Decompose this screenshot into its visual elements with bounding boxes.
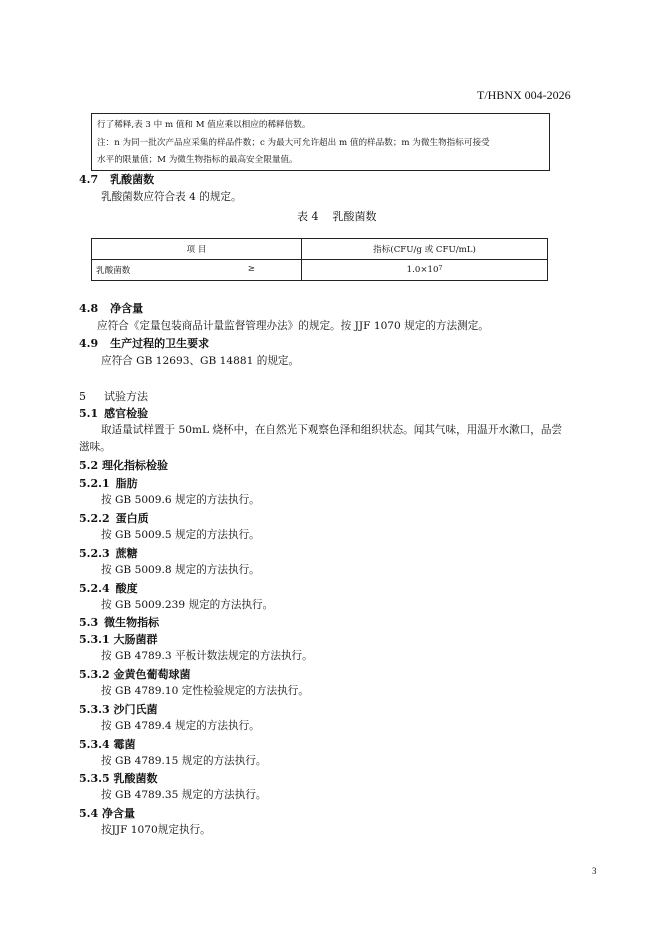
section-number: 4.8	[79, 302, 99, 315]
section-5-2-2-text: 按 GB 5009.5 规定的方法执行。	[101, 529, 260, 541]
section-5-1-text-line-1: 取适量试样置于 50mL 烧杯中，在自然光下观察色泽和组织状态。闻其气味，用温开水漱口，品尝	[101, 424, 563, 436]
section-5-2-heading: 5.2 理化指标检验	[79, 459, 168, 472]
section-number: 4.7	[79, 173, 99, 186]
section-5-3-1-text: 按 GB 4789.3 平板计数法规定的方法执行。	[101, 650, 313, 662]
section-number: 5.2.1	[79, 477, 110, 490]
section-4-7-heading	[79, 171, 154, 187]
section-number: 5.2.4	[79, 582, 110, 595]
section-5-heading	[79, 388, 148, 404]
header-item: 项 目	[92, 239, 302, 260]
section-number: 5.1	[79, 407, 99, 420]
section-5-3-heading	[79, 614, 159, 630]
section-5-2-2-heading	[79, 510, 149, 526]
section-title: 脂肪	[115, 477, 138, 490]
section-5-3-2-heading: 5.3.2 金黄色葡萄球菌	[79, 668, 191, 681]
section-title: 酸度	[115, 582, 138, 595]
section-5-3-4-text: 按 GB 4789.15 规定的方法执行。	[101, 755, 267, 767]
section-title: 生产过程的卫生要求	[110, 337, 210, 350]
document-code: T/HBNX 004-2026	[477, 88, 571, 102]
note-line-1: 行了稀释,表 3 中 m 值和 M 值应乘以相应的稀释倍数。	[97, 120, 311, 130]
section-5-4-text: 按JJF 1070规定执行。	[101, 824, 211, 836]
table-row	[92, 260, 548, 281]
section-number: 5.2.2	[79, 512, 110, 525]
section-5-1-heading	[79, 405, 148, 421]
cell-value	[302, 260, 548, 281]
section-5-3-3-heading: 5.3.3 沙门氏菌	[79, 703, 158, 716]
header-index: 指标(CFU/g 或 CFU/mL)	[302, 239, 548, 260]
section-title: 乳酸菌数	[110, 173, 155, 186]
section-number: 4.9	[79, 337, 99, 350]
value-base: 1.0×10	[406, 265, 439, 275]
section-5-3-3-text: 按 GB 4789.4 规定的方法执行。	[101, 720, 260, 732]
section-5-1-text-line-2: 滋味。	[79, 441, 111, 453]
section-5-3-1-heading: 5.3.1 大肠菌群	[79, 633, 158, 646]
section-title: 蛋白质	[115, 512, 149, 525]
section-5-2-4-heading	[79, 580, 138, 596]
table-caption-number: 表 4	[297, 210, 319, 223]
table-4-caption	[297, 208, 377, 224]
value-exponent: 7	[438, 265, 443, 272]
section-title: 净含量	[110, 302, 144, 315]
section-5-3-2-text: 按 GB 4789.10 定性检验规定的方法执行。	[101, 685, 309, 697]
section-title: 试验方法	[104, 390, 148, 403]
note-line-2: 注：n 为同一批次产品应采集的样品件数；c 为最大可允许超出 m 值的样品数；m 为微生物指标可接受	[97, 138, 490, 148]
section-5-2-1-text: 按 GB 5009.6 规定的方法执行。	[101, 494, 260, 506]
section-5-4-heading: 5.4 净含量	[79, 807, 135, 820]
section-4-9-heading	[79, 335, 209, 351]
section-title: 感官检验	[104, 407, 149, 420]
cell-item	[92, 260, 302, 281]
section-5-3-5-text: 按 GB 4789.35 规定的方法执行。	[101, 789, 267, 801]
section-5-3-5-heading: 5.3.5 乳酸菌数	[79, 772, 158, 785]
table-caption-title: 乳酸菌数	[332, 210, 377, 223]
row-name: 乳酸菌数	[96, 266, 131, 276]
section-5-3-4-heading: 5.3.4 霉菌	[79, 738, 136, 751]
section-title: 微生物指标	[104, 616, 160, 629]
section-4-7-text: 乳酸菌数应符合表 4 的规定。	[101, 191, 242, 203]
section-5-2-3-heading	[79, 545, 138, 561]
row-operator: ≥	[247, 264, 255, 274]
section-title: 蔗糖	[115, 547, 138, 560]
section-4-8-heading	[79, 300, 143, 316]
note-line-3: 水平的限量值；M 为微生物指标的最高安全限量值。	[97, 155, 298, 165]
table-4	[91, 238, 548, 281]
section-5-2-4-text: 按 GB 5009.239 规定的方法执行。	[101, 599, 274, 611]
section-5-2-3-text: 按 GB 5009.8 规定的方法执行。	[101, 564, 260, 576]
note-box	[91, 113, 550, 171]
section-number: 5.3	[79, 616, 99, 629]
section-4-8-text: 应符合《定量包装商品计量监督管理办法》的规定。按 JJF 1070 规定的方法测定。	[97, 320, 489, 332]
page-number: 3	[592, 866, 597, 876]
table-header-row	[92, 239, 548, 260]
section-5-2-1-heading	[79, 475, 138, 491]
section-number: 5	[79, 390, 86, 403]
section-number: 5.2.3	[79, 547, 110, 560]
section-4-9-text: 应符合 GB 12693、GB 14881 的规定。	[101, 355, 300, 367]
